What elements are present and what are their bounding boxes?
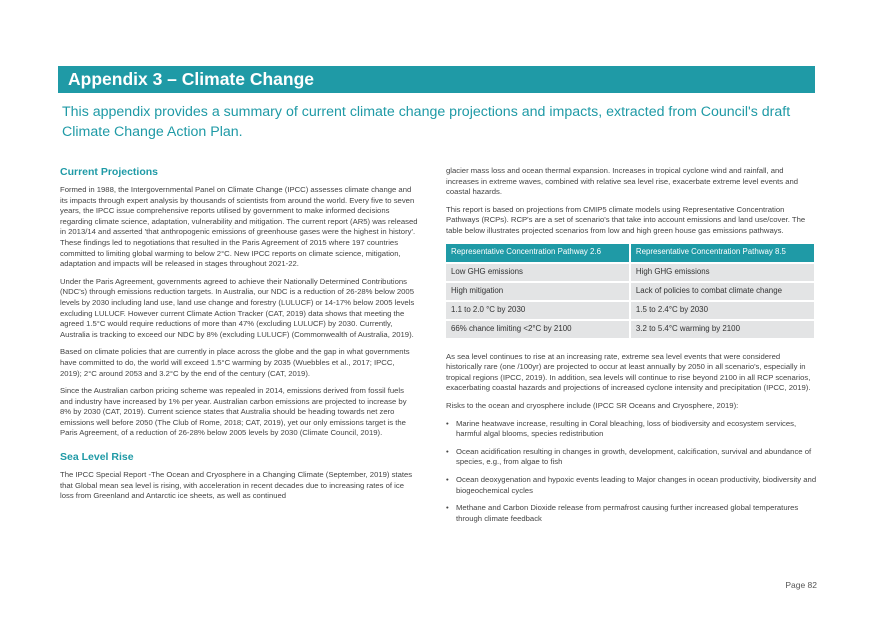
paragraph: Risks to the ocean and cryosphere include (IPCC SR Oceans and Cryosphere, 2019):	[446, 400, 739, 410]
table-cell: High GHG emissions	[630, 263, 815, 282]
table-header: Representative Concentration Pathway 8.5	[630, 244, 815, 263]
list-item-text: Methane and Carbon Dioxide release from permafrost causing further increased global temperatures through climate feedback	[456, 503, 799, 523]
table-cell: High mitigation	[446, 282, 630, 301]
table-row	[446, 263, 815, 282]
paragraph: Formed in 1988, the Intergovernmental Panel on Climate Change (IPCC) assesses climate change and its impacts through expert analysis by thousands of scientists from around the world. Every five to seven years, the IPCC issue comprehensive reports utilised by government to make informed decisions regarding climate science, adaptation, vulnerability and mitigation. The current report (AR5) was released in 2013/14 and asserted 'that anthropogenic emissions of greenhouse gases were the highest in history'. These findings led to negotiations that resulted in the Paris Agreement of 2015 where 197 countries committed to limiting global warming to below 2°C. New IPCC reports on climate science, mitigation, adaptation and impacts will be released in stages throughout 2021-22.	[60, 185, 418, 269]
list-item	[446, 475, 818, 496]
list-item-text: Ocean deoxygenation and hypoxic events leading to Major changes in ocean productivity, biodiversity and biogeochemical cycles	[456, 474, 817, 495]
table-cell: 3.2 to 5.4°C warming by 2100	[630, 320, 815, 338]
left-column	[60, 166, 418, 509]
paragraph: Under the Paris Agreement, governments agreed to achieve their Nationally Determined Contributions (NDC's) through emissions reduction targets. In Australia, our NDC is a reduction of 26-28% below 2005 levels by 2030 including land use, land use change and forestry (LULUCF) or 14-17% below 2005 levels excluding LULUCF. However current Climate Action Tracker (CAT, 2019) data shows that meeting the agreed 1.5°C would require reductions of more than 47% (excluding LULUCF) by 2030. Currently, Australia is tracking to exceed our NDC by 8% (excluding LULUCF) (Commonwealth of Australia, 2019).	[60, 276, 415, 339]
paragraph: The IPCC Special Report -The Ocean and Cryosphere in a Changing Climate (September, 2019) states that Global mean sea level is rising, with acceleration in recent decades due to increasing rates of ice loss from Greenland and Antarctic ice sheets, as well as continued	[60, 470, 413, 501]
page-number: Page 82	[785, 580, 817, 590]
intro-text: This appendix provides a summary of current climate change projections and impacts, extracted from Council's draft Climate Change Action Plan.	[62, 104, 791, 140]
bullet: •	[446, 418, 449, 428]
paragraph: This report is based on projections from CMIP5 climate models using Representative Concentration Pathways (RCPs). RCP's are a set of scenario's that take into account emissions and land use/cover. The table below illustrates projected scenarios from low and high green house gas emissions pathways.	[446, 204, 806, 235]
sea-level-rise-heading: Sea Level Rise	[60, 451, 134, 464]
appendix-title: Appendix 3 – Climate Change	[68, 69, 315, 89]
list-item	[446, 447, 818, 468]
paragraph: glacier mass loss and ocean thermal expansion. Increases in tropical cyclone wind and rainfall, and increases in extreme waves, combined with relative sea level rise, exacerbate extreme level events and coastal hazards.	[446, 166, 799, 197]
rcp-table	[446, 244, 816, 338]
table-row	[446, 301, 815, 320]
list-item-text: Marine heatwave increase, resulting in Coral bleaching, loss of biodiversity and ecosystem services, harmful algal blooms, species redistribution	[456, 418, 797, 439]
table-row	[446, 320, 815, 338]
bullet: •	[446, 503, 449, 513]
right-column	[446, 166, 818, 531]
bullet: •	[446, 474, 449, 484]
list-item-text: Ocean acidification resulting in changes in growth, development, calcification, survival and abundance of species, e.g., from algae to fish	[456, 446, 812, 467]
table-cell: Lack of policies to combat climate change	[630, 282, 815, 301]
appendix-title-banner	[58, 66, 815, 93]
table-header: Representative Concentration Pathway 2.6	[446, 244, 630, 263]
paragraph: As sea level continues to rise at an increasing rate, extreme sea level events that were considered historically rare (one /100yr) are projected to occur at least annually by 2050 in all scenario's, especially in tropical regions (IPCC, 2019). In addition, sea levels will continue to rise beyond 2100 in all RCP scenarios, exacerbating coastal hazards and projections of increased cyclone intensity and precipitation (IPCC, 2019).	[446, 351, 811, 393]
table-row	[446, 282, 815, 301]
current-projections-heading: Current Projections	[60, 166, 159, 178]
table-cell: 66% chance limiting <2°C by 2100	[446, 320, 630, 338]
list-item	[446, 419, 818, 440]
paragraph: Since the Australian carbon pricing scheme was repealed in 2014, emissions derived from fossil fuels and industry have increased by 1% per year. Australian carbon emissions are projected to increase by 8% by 2030 (CAT, 2019). Current science states that Australia should be heading towards net zero emissions well before 2050 (The Club of Rome, 2018; CAT, 2019), yet our only emissions target is the Paris Agreement, of a reduction of 26-28% below 2005 levels by 2030 (Climate Council, 2019).	[60, 386, 407, 438]
bullet: •	[446, 446, 449, 456]
table-cell: 1.5 to 2.4°C by 2030	[630, 301, 815, 320]
paragraph: Based on climate policies that are currently in place across the globe and the gap in what governments have committed to do, the world will exceed 1.5°C warming by 2035 (Wuebbles et al., 2017; IPCC, 2019); 2°C around 2053 and 3.2°C by the end of the century (CAT, 2019).	[60, 347, 410, 378]
table-cell: Low GHG emissions	[446, 263, 630, 282]
table-header-row	[446, 244, 815, 263]
risks-list	[446, 419, 818, 525]
table-cell: 1.1 to 2.0 °C by 2030	[446, 301, 630, 320]
list-item	[446, 503, 818, 524]
